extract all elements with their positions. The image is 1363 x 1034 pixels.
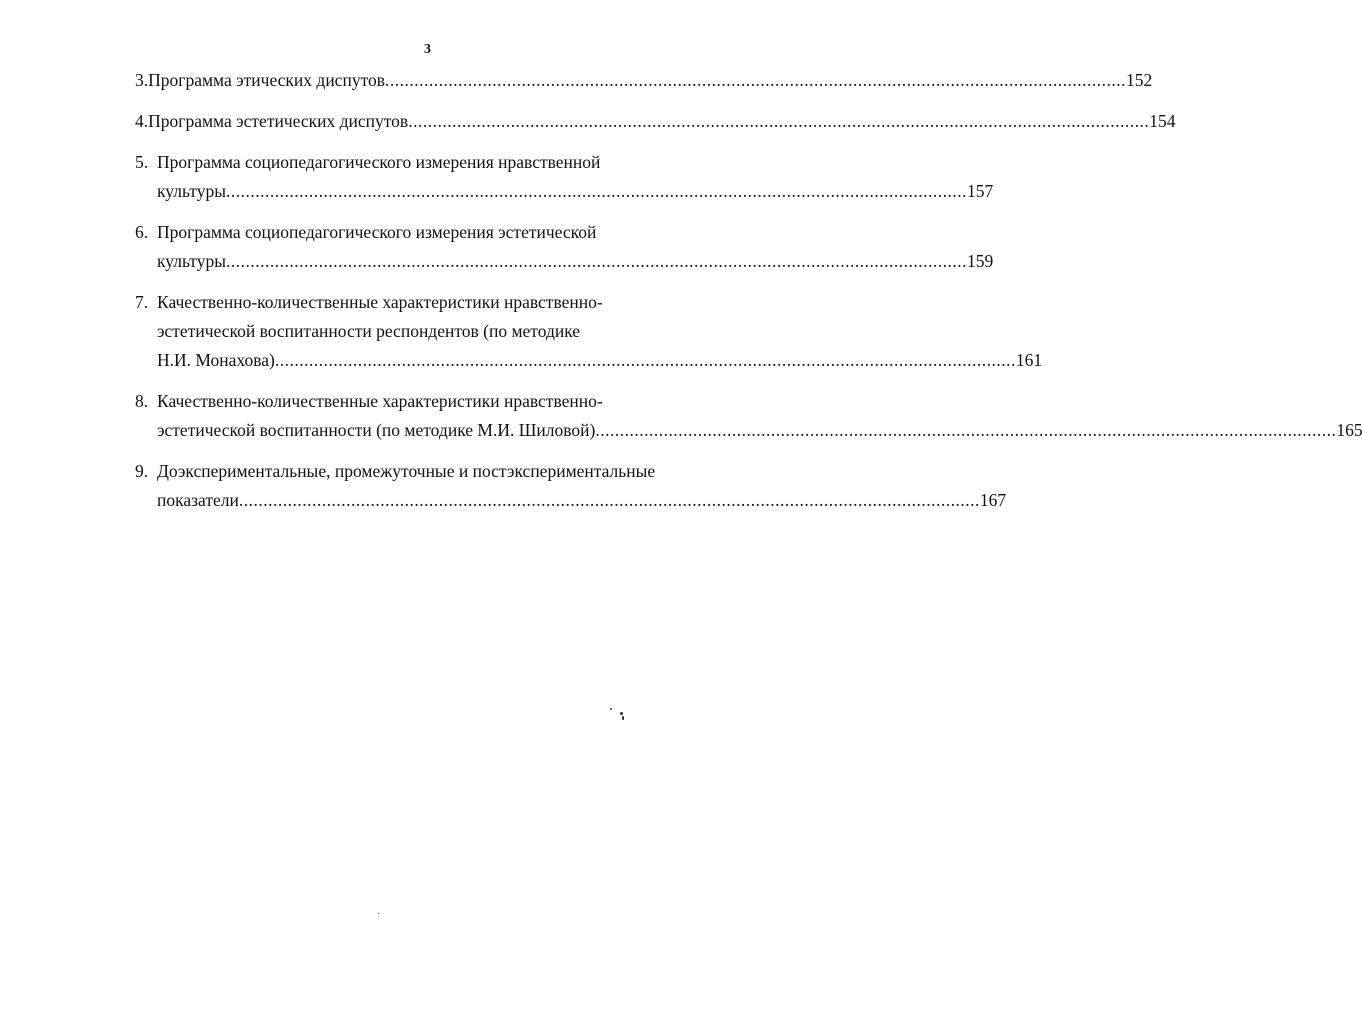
toc-leader-dots: ........................................................................................................................................................ [385,70,1126,90]
scan-speck [610,708,612,710]
toc-leader-dots: ........................................................................................................................................................ [225,181,967,201]
toc-page-number: 154 [1149,111,1176,131]
toc-page-number: 167 [979,490,1007,510]
toc-entry-title-line: Качественно-количественные характеристики нравственно- [157,391,603,411]
toc-entry-number: 9. [135,461,149,481]
toc-entry-title-line: эстетической воспитанности респондентов (по методике [157,321,581,341]
toc-entry-3 [135,66,1153,95]
toc-page-number: 165 [1336,420,1363,440]
toc-leader-dots: ........................................................................................................................................................ [408,111,1150,131]
toc-page-number: 161 [1015,350,1043,370]
toc-entry-7 [135,288,1043,375]
toc-entry-title-end: культуры [157,251,226,271]
toc-entry-8 [135,387,1363,445]
page-number: 3 [424,42,431,57]
toc-entry-title-line: Программа социопедагогического измерения нравственной [157,152,601,172]
toc-leader-dots: ........................................................................................................................................................ [225,251,967,271]
toc-entry-title-line: Программа социопедагогического измерения эстетической [157,222,597,242]
toc-entry-4 [135,107,1176,136]
toc-entry-title-line: Доэкспериментальные, промежуточные и постэкспериментальные [157,461,656,481]
toc-entry-title: Программа этических диспутов [148,70,385,90]
toc-page-number: 152 [1126,70,1153,90]
scan-speck [622,716,624,720]
toc-entry-title-end: показатели [157,490,239,510]
toc-entry-number: 7. [135,292,149,312]
toc-page-number: 157 [966,181,994,201]
scan-speck [378,913,379,914]
toc-entry-title-end: Н.И. Монахова) [157,350,275,370]
toc-entry-9 [135,457,1007,515]
toc-entry-6 [135,218,994,276]
toc-entry-number: 4. [135,111,149,131]
table-of-contents [135,66,1363,527]
toc-leader-dots: ........................................................................................................................................................ [274,350,1016,370]
toc-entry-5 [135,148,994,206]
toc-entry-number: 8. [135,391,149,411]
toc-entry-number: 3. [135,70,149,90]
toc-entry-title-line: Качественно-количественные характеристики нравственно- [157,292,603,312]
toc-entry-title-end: эстетической воспитанности (по методике М.И. Шиловой) [157,420,596,440]
toc-leader-dots: ........................................................................................................................................................ [595,420,1337,440]
scan-speck [620,712,623,715]
toc-leader-dots: ........................................................................................................................................................ [238,490,980,510]
toc-entry-title-end: культуры [157,181,226,201]
toc-entry-number: 5. [135,152,149,172]
toc-entry-title: Программа эстетических диспутов [148,111,409,131]
toc-entry-number: 6. [135,222,149,242]
toc-page-number: 159 [966,251,994,271]
